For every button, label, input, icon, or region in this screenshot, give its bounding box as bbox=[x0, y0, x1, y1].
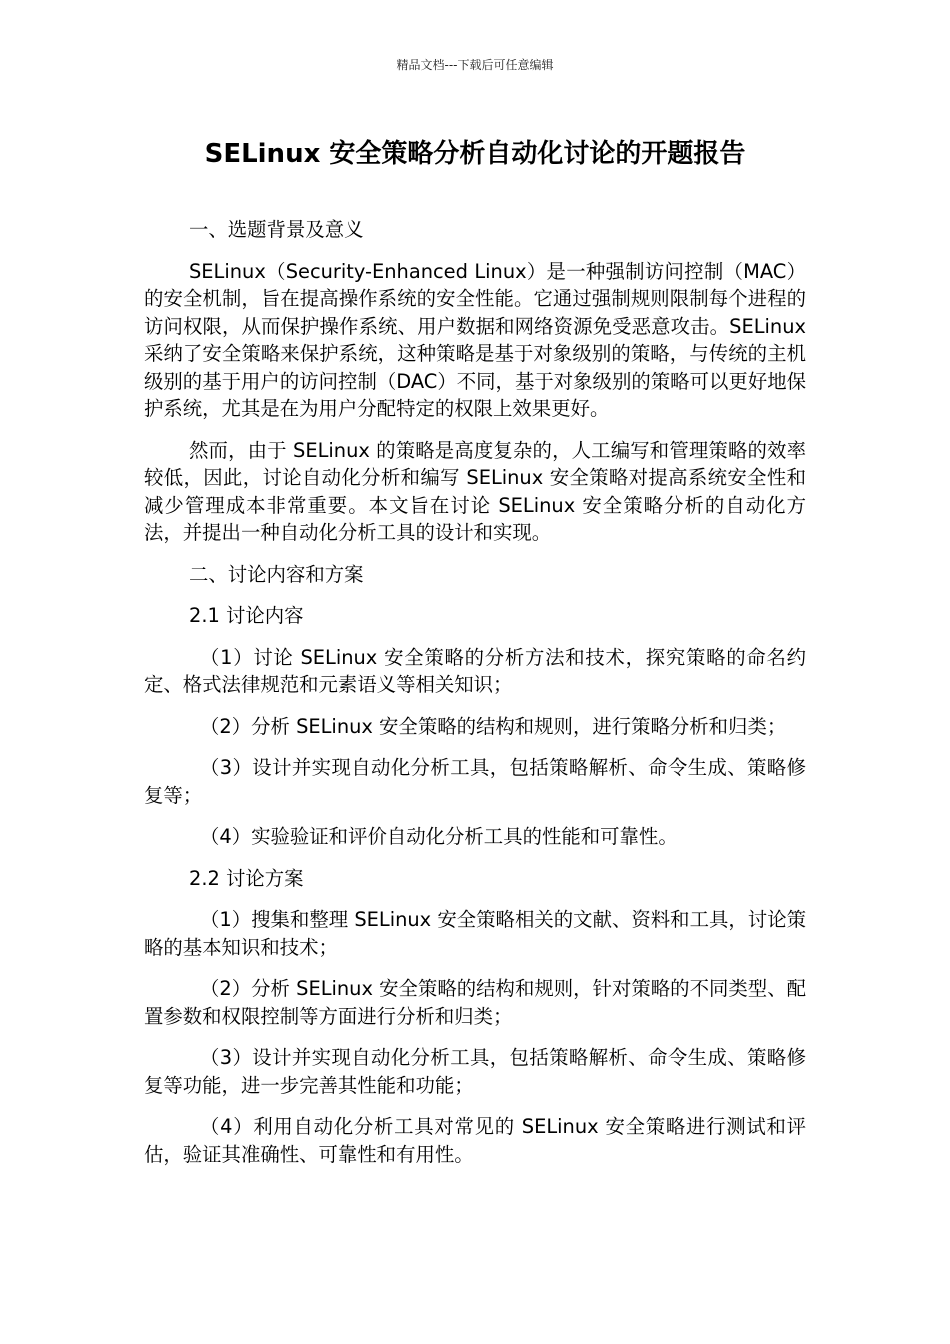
list-item: （2）分析 SELinux 安全策略的结构和规则，针对策略的不同类型、配置参数和权限控制等方面进行分析和归类； bbox=[144, 977, 806, 1028]
subsection-heading-content: 2.1 讨论内容 bbox=[189, 604, 304, 627]
list-item: （2）分析 SELinux 安全策略的结构和规则，进行策略分析和归类； bbox=[200, 714, 787, 738]
list-item: （1）搜集和整理 SELinux 安全策略相关的文献、资料和工具，讨论策略的基本知识和技术； bbox=[144, 908, 806, 959]
page-header-note: 精品文档---下载后可任意编辑 bbox=[396, 58, 554, 72]
paragraph-motivation: 然而，由于 SELinux 的策略是高度复杂的，人工编写和管理策略的效率较低，因此，讨论自动化分析和编写 SELinux 安全策略对提高系统安全性和减少管理成本非常重要。本文旨在讨论 SELinux 安全策略分析的自动化方法，并提出一种自动化分析工具的设计和实现。 bbox=[144, 438, 806, 544]
list-item: （3）设计并实现自动化分析工具，包括策略解析、命令生成、策略修复等； bbox=[144, 756, 806, 807]
section-heading-content-plan: 二、讨论内容和方案 bbox=[189, 562, 364, 586]
document-title: SELinux 安全策略分析自动化讨论的开题报告 bbox=[204, 139, 746, 169]
section-heading-background: 一、选题背景及意义 bbox=[189, 218, 364, 241]
list-item: （4）实验验证和评价自动化分析工具的性能和可靠性。 bbox=[200, 825, 678, 848]
paragraph-intro: SELinux（Security-Enhanced Linux）是一种强制访问控制（MAC）的安全机制，旨在提高操作系统的安全性能。它通过强制规则限制每个进程的访问权限，从而保护操作系统、用户数据和网络资源免受恶意攻击。SELinux 采纳了安全策略来保护系统，这种策略是基于对象级别的策略，与传统的主机级别的基于用户的访问控制（DAC）不同，基于对象级别的策略可以更好地保护系统，尤其是在为用户分配特定的权限上效果更好。 bbox=[144, 259, 806, 420]
list-item: （1）讨论 SELinux 安全策略的分析方法和技术，探究策略的命名约定、格式法律规范和元素语义等相关知识； bbox=[144, 645, 806, 696]
list-item: （3）设计并实现自动化分析工具，包括策略解析、命令生成、策略修复等功能，进一步完善其性能和功能； bbox=[144, 1046, 806, 1097]
document-body bbox=[144, 216, 806, 1182]
subsection-heading-plan: 2.2 讨论方案 bbox=[189, 866, 304, 890]
list-item: （4）利用自动化分析工具对常见的 SELinux 安全策略进行测试和评估，验证其准确性、可靠性和有用性。 bbox=[144, 1115, 806, 1166]
